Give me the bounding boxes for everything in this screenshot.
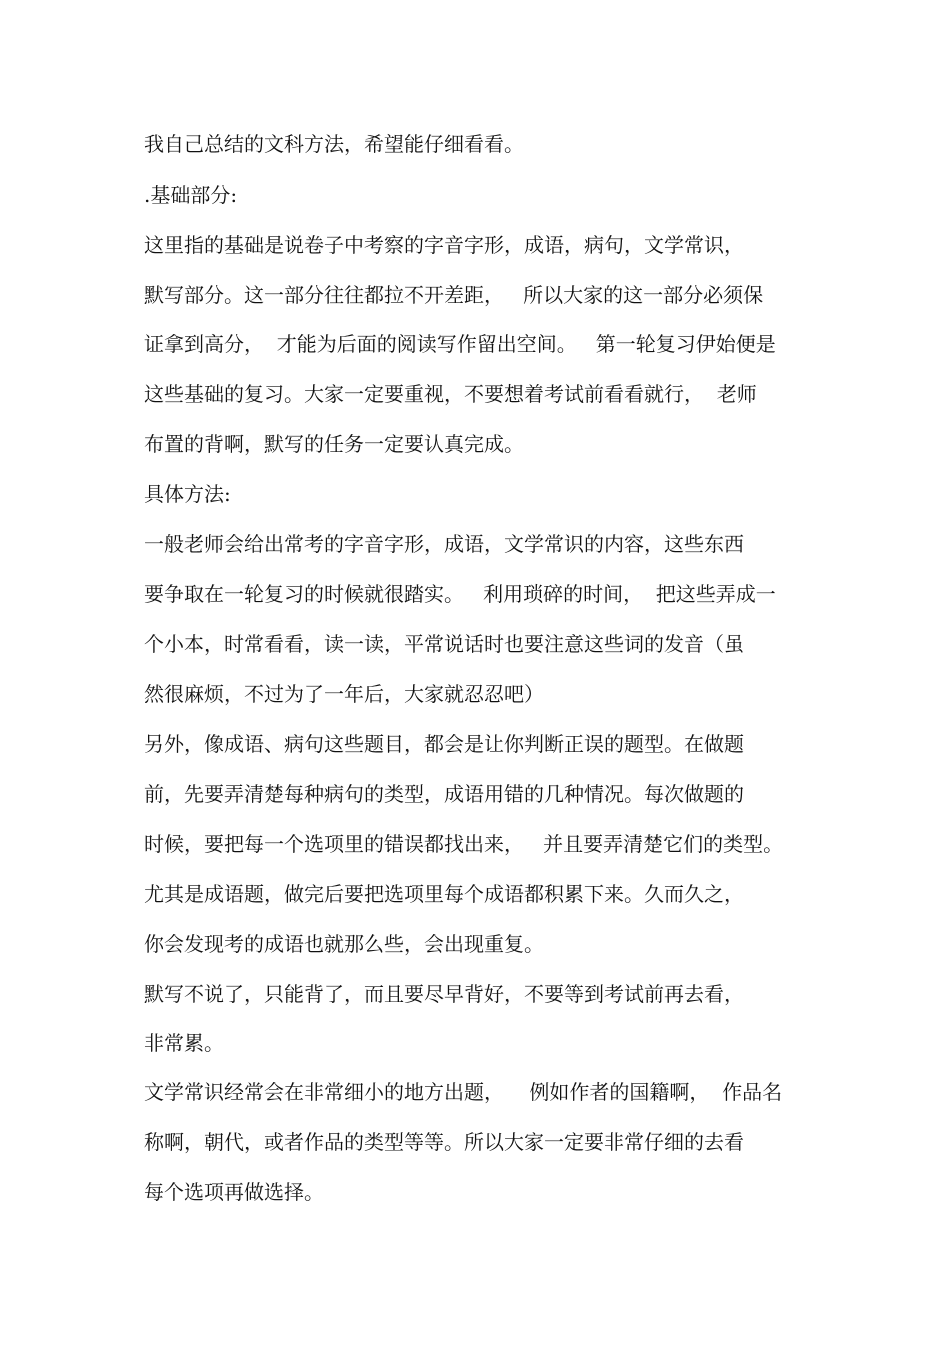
text-line: 你会发现考的成语也就那么些，会出现重复。 [144, 932, 544, 956]
text-line: 非常累。 [144, 1031, 224, 1055]
text-line: 称啊，朝代，或者作品的类型等等。所以大家一定要非常仔细的去看 [144, 1130, 744, 1154]
text-line: 一般老师会给出常考的字音字形，成语，文学常识的内容，这些东西 [144, 532, 744, 556]
text-line: 这里指的基础是说卷子中考察的字音字形，成语，病句，文学常识， [144, 233, 744, 257]
text-line: 这些基础的复习。大家一定要重视，不要想着考试前看看就行， 老师 [144, 382, 757, 406]
text-line: 另外，像成语、病句这些题目，都会是让你判断正误的题型。在做题 [144, 732, 744, 756]
text-line: 布置的背啊，默写的任务一定要认真完成。 [144, 432, 524, 456]
text-line: 默写部分。这一部分往往都拉不开差距， 所以大家的这一部分必须保 [144, 283, 764, 307]
text-line: 证拿到高分， 才能为后面的阅读写作留出空间。 第一轮复习伊始便是 [144, 332, 776, 356]
text-line: 每个选项再做选择。 [144, 1180, 324, 1204]
text-line: 前，先要弄清楚每种病句的类型，成语用错的几种情况。每次做题的 [144, 782, 744, 806]
section-heading: .基础部分: [144, 183, 238, 207]
text-line: 文学常识经常会在非常细小的地方出题， 例如作者的国籍啊， 作品名 [144, 1080, 783, 1104]
text-line: 然很麻烦，不过为了一年后，大家就忍忍吧） [144, 682, 544, 706]
text-line: 默写不说了，只能背了，而且要尽早背好，不要等到考试前再去看， [144, 982, 744, 1006]
text-line: 时候，要把每一个选项里的错误都找出来， 并且要弄清楚它们的类型。 [144, 832, 784, 856]
text-line: 我自己总结的文科方法，希望能仔细看看。 [144, 132, 524, 156]
text-line: 个小本，时常看看，读一读，平常说话时也要注意这些词的发音（虽 [144, 632, 744, 656]
text-line: 尤其是成语题，做完后要把选项里每个成语都积累下来。久而久之， [144, 882, 744, 906]
text-line: 要争取在一轮复习的时候就很踏实。 利用琐碎的时间， 把这些弄成一 [144, 582, 776, 606]
section-heading: 具体方法: [144, 482, 231, 506]
